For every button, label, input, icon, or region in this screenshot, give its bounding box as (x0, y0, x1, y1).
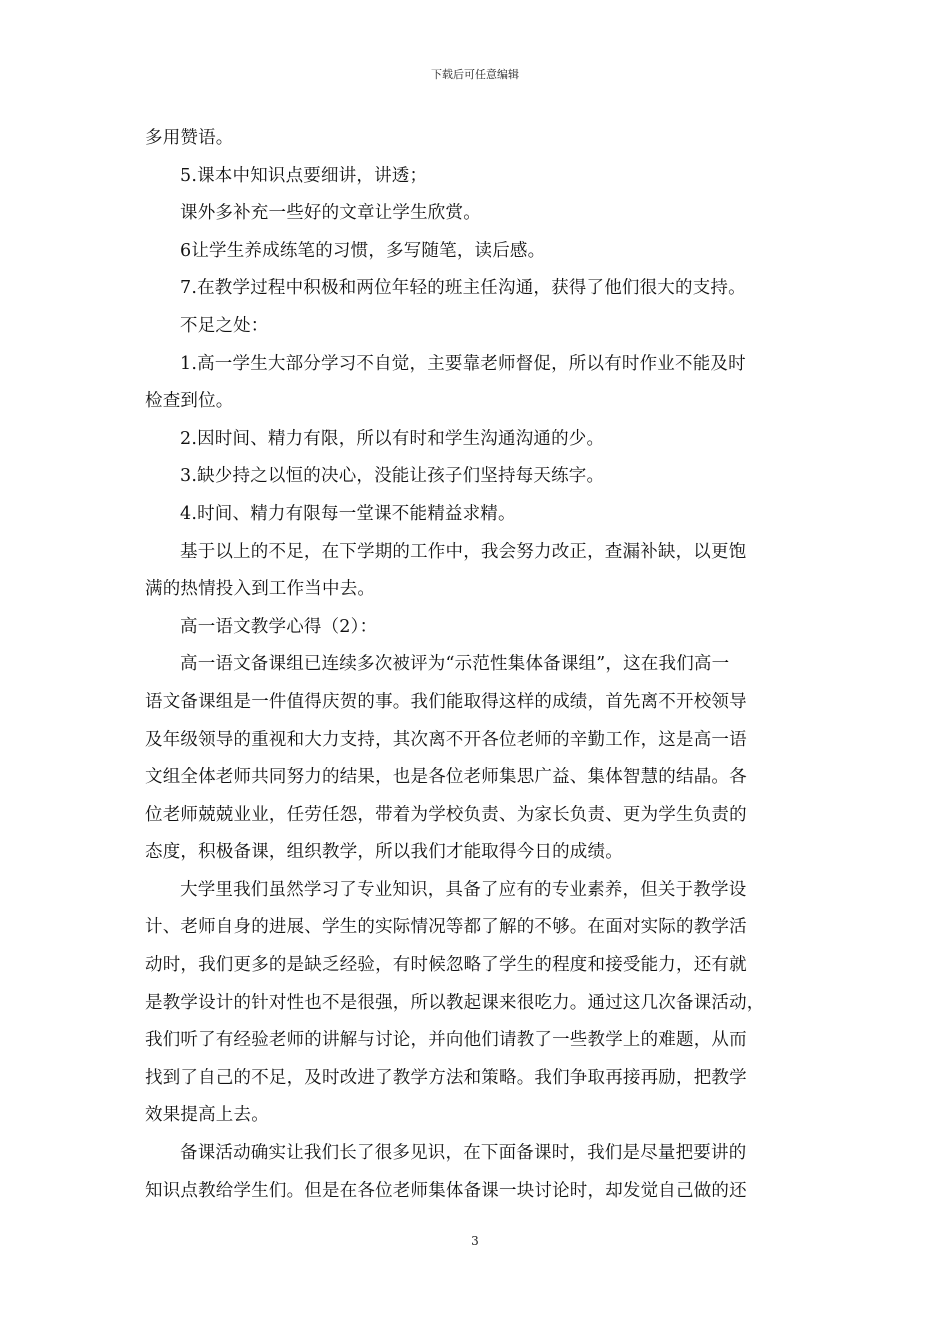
text-line: 3.缺少持之以恒的决心，没能让孩子们坚持每天练字。 (180, 466, 605, 487)
text-line: 课外多补充一些好的文章让学生欣赏。 (180, 203, 481, 224)
text-line: 位老师兢兢业业，任劳任怨，带着为学校负责、为家长负责、更为学生负责的 (145, 804, 747, 825)
text-line: 语文备课组是一件值得庆贺的事。我们能取得这样的成绩，首先离不开校领导 (145, 691, 747, 712)
text-line: 态度，积极备课，组织教学，所以我们才能取得今日的成绩。 (145, 842, 623, 863)
text-line: 5.课本中知识点要细讲，讲透； (180, 165, 428, 186)
text-line: 效果提高上去。 (145, 1105, 269, 1126)
text-line: 找到了自己的不足，及时改进了教学方法和策略。我们争取再接再励，把教学 (145, 1067, 747, 1088)
text-line: 不足之处： (180, 315, 269, 336)
text-line: 多用赞语。 (145, 128, 234, 148)
text-line: 动时，我们更多的是缺乏经验，有时候忽略了学生的程度和接受能力，还有就 (145, 955, 747, 976)
text-line: 高一语文教学心得（2）： (180, 616, 378, 637)
page-number: 3 (471, 1234, 479, 1248)
text-line: 知识点教给学生们。但是在各位老师集体备课一块讨论时，却发觉自己做的还 (145, 1180, 747, 1201)
text-line: 7.在教学过程中积极和两位年轻的班主任沟通，获得了他们很大的支持。 (180, 278, 746, 299)
text-line: 基于以上的不足，在下学期的工作中，我会努力改正，查漏补缺，以更饱 (180, 541, 747, 562)
text-line: 4.时间、精力有限每一堂课不能精益求精。 (180, 503, 516, 524)
text-line: 备课活动确实让我们长了很多见识，在下面备课时，我们是尽量把要讲的 (180, 1143, 747, 1164)
text-line: 检查到位。 (145, 391, 234, 412)
page-header: 下载后可任意编辑 (431, 68, 519, 81)
text-line: 1.高一学生大部分学习不自觉，主要靠老师督促，所以有时作业不能及时 (180, 353, 746, 374)
text-line: 大学里我们虽然学习了专业知识，具备了应有的专业素养，但关于教学设 (180, 879, 747, 900)
text-line: 高一语文备课组已连续多次被评为“示范性集体备课组”，这在我们高一 (180, 654, 730, 675)
text-line: 满的热情投入到工作当中去。 (145, 579, 376, 600)
document-body (145, 120, 807, 1210)
text-line: 是教学设计的针对性也不是很强，所以教起课来很吃力。通过这几次备课活动， (145, 992, 765, 1013)
text-line: 6让学生养成练笔的习惯，多写随笔，读后感。 (180, 240, 546, 261)
text-line: 2.因时间、精力有限，所以有时和学生沟通沟通的少。 (180, 428, 605, 449)
text-line: 我们听了有经验老师的讲解与讨论，并向他们请教了一些教学上的难题，从而 (145, 1030, 747, 1051)
text-line: 文组全体老师共同努力的结果，也是各位老师集思广益、集体智慧的结晶。各 (145, 767, 747, 788)
text-line: 及年级领导的重视和大力支持，其次离不开各位老师的辛勤工作，这是高一语 (145, 729, 747, 750)
text-line: 计、老师自身的进展、学生的实际情况等都了解的不够。在面对实际的教学活 (145, 917, 747, 938)
